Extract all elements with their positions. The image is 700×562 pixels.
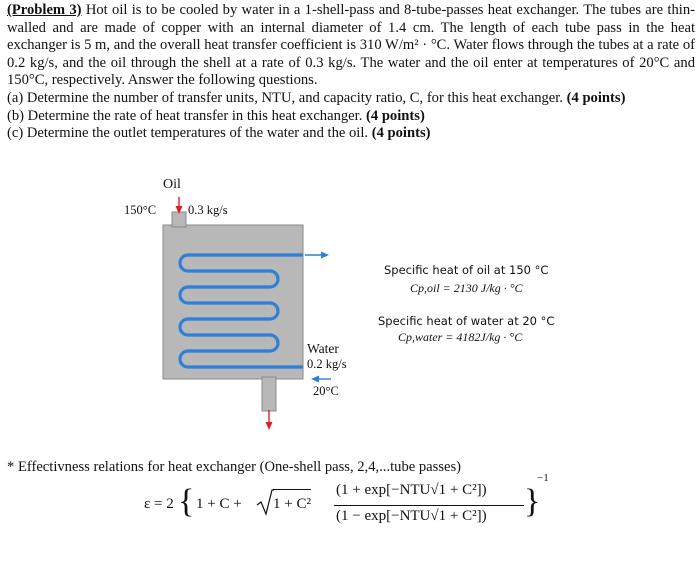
eq-exponent: −1 <box>537 472 549 484</box>
eq-fraction-bar <box>334 505 524 506</box>
effectiveness-title: * Effectivness relations for heat exchanger (One-shell pass, 2,4,...tube passes) <box>7 459 462 475</box>
oil-flow-rate: 0.3 kg/s <box>188 203 228 217</box>
oil-label: Oil <box>163 177 181 192</box>
eq-brace-terms: 1 + C + <box>196 496 242 512</box>
water-outlet-arrow-head <box>321 252 329 259</box>
oil-specific-heat-title: Specific heat of oil at 150 °C <box>384 263 549 277</box>
water-inlet-arrow-head <box>311 376 319 383</box>
question-c-points: (4 points) <box>371 125 431 142</box>
problem-text: Hot oil is to be cooled by water in a 1-shell-pass and 8-tube-passes heat exchanger. The tubes are thin-walled and are made of copper with an internal diameter of 1.4 cm. The length of each tube pass in the heat exchanger is 5 m, and the overall heat transfer coefficient is 310 W/m² · °C. Water flows through the tubes at a rate of 0.2 kg/s, and the oil through the shell at a rate of 0.3 kg/s. The water and the oil enter at temperatures of 20°C and 150°C, respectively. Answer the following questions. <box>7 2 695 89</box>
sqrt-icon <box>256 488 274 516</box>
water-label: Water <box>307 341 339 356</box>
question-b-points: (4 points) <box>366 107 425 124</box>
question-b-text: (b) Determine the rate of heat transfer in this heat exchanger. <box>7 107 363 124</box>
oil-inlet-temp: 150°C <box>124 203 157 217</box>
eq-denominator: (1 − exp[−NTU√1 + C²]) <box>336 508 487 524</box>
eq-numerator: (1 + exp[−NTU√1 + C²]) <box>336 482 487 498</box>
eq-close-brace: } <box>524 483 541 520</box>
eq-lhs: ε = 2 <box>144 496 174 512</box>
oil-outlet-nozzle <box>262 377 276 411</box>
oil-specific-heat-formula: Cp,oil = 2130 J/kg · °C <box>410 281 523 295</box>
water-specific-heat-title: Specific heat of water at 20 °C <box>378 314 555 328</box>
eq-sqrt-term: 1 + C² <box>273 489 311 513</box>
question-a-points: (4 points) <box>566 89 626 106</box>
problem-number: (Problem 3) <box>7 2 82 18</box>
water-specific-heat-formula: Cp,water = 4182J/kg · °C <box>398 330 523 344</box>
oil-outlet-arrow-head <box>266 422 273 430</box>
water-flow-rate: 0.2 kg/s <box>307 357 347 371</box>
question-c-text: (c) Determine the outlet temperatures of the water and the oil. <box>7 125 369 142</box>
oil-inlet-nozzle <box>172 212 186 227</box>
water-inlet-temp: 20°C <box>313 384 339 398</box>
eq-open-brace: { <box>178 483 195 520</box>
question-a-text: (a) Determine the number of transfer units, NTU, and capacity ratio, C, for this heat exchanger. <box>7 89 563 106</box>
